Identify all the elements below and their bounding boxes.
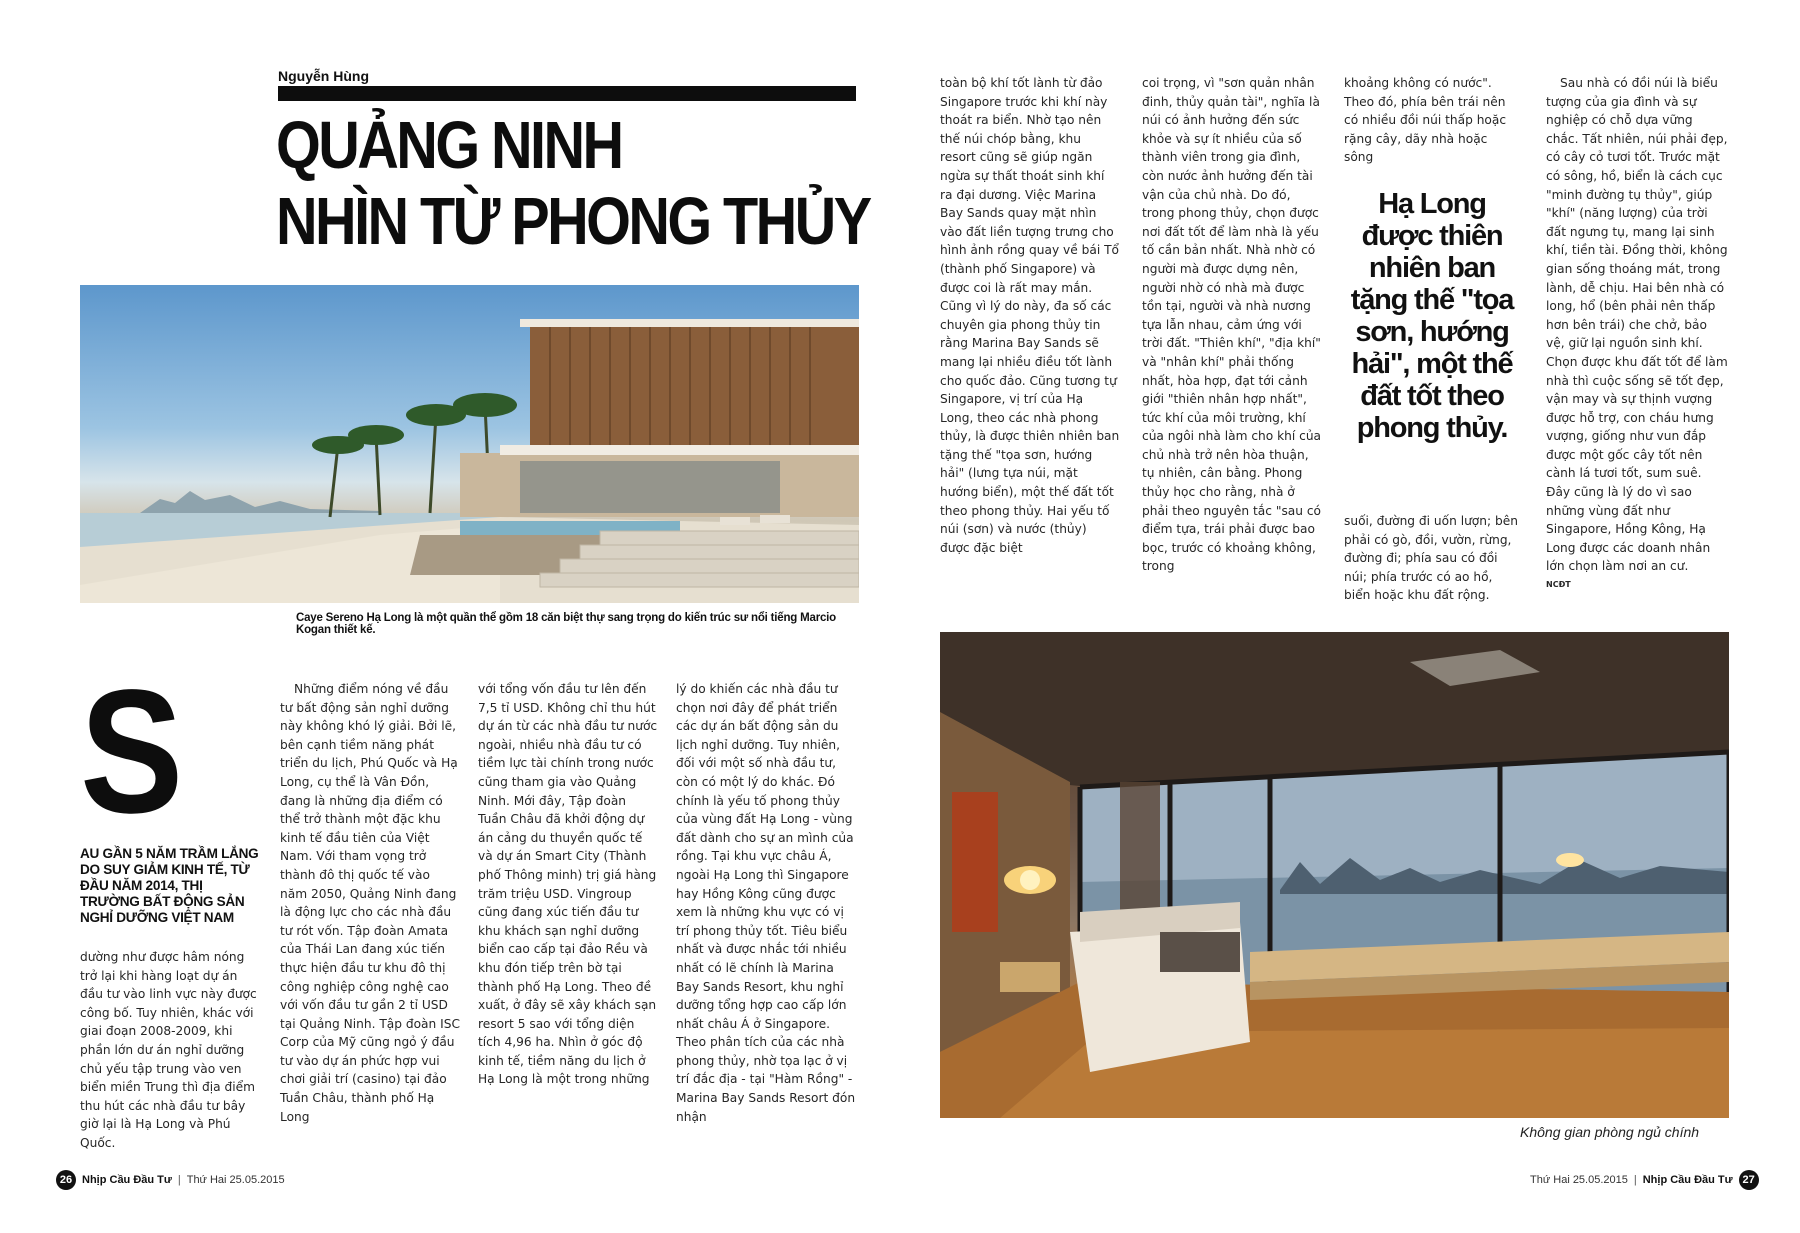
- lead-paragraph-text: dường như được hâm nóng trở lại khi hàng loạt dự án đầu tư vào linh vực này được công bố. Tuy nhiên, khác với giai đoạn 2008-2009, khi phần lớn dư án nghỉ dưỡng chủ yếu tập trung vào ven biển miền Trung thì địa điểm thu hút các nhà đầu tư bây giờ lại là Hạ Long và Phú Quốc.: [80, 950, 257, 1150]
- villa-beach-photo: [80, 285, 859, 603]
- body-column-6: [1142, 74, 1322, 576]
- body-column-7-top: [1344, 74, 1520, 167]
- body-column-2: [280, 680, 460, 1126]
- body-column-5: [940, 74, 1120, 557]
- bedroom-illustration: [940, 632, 1729, 1118]
- title-rule: [278, 86, 856, 101]
- body-column-2-text: Những điểm nóng về đầu tư bất động sản nghỉ dưỡng này không khó lý giải. Bởi lẽ, bên cạnh tiềm năng phát triển du lịch, Phú Quốc và Hạ Long, cụ thể là Vân Đồn, đang là những địa điểm có thể trở thành một đặc khu kinh tế đầu tiên của Việt Nam. Với tham vọng trở thành đô thị quốc tế vào năm 2050, Quảng Ninh đang là động lực cho các nhà đầu tư rót vốn. Tập đoàn Amata của Thái Lan đang xúc tiến thực hiện đầu tư khu đô thị công nghiệp công nghệ cao với vốn đầu tư gần 2 tỉ USD tại Quảng Ninh. Tập đoàn ISC Corp của Mỹ cũng ngỏ ý đầu tư vào dự án phức hợp vui chơi giải trí (casino) tại đảo Tuần Châu, thành phố Hạ Long: [280, 682, 460, 1124]
- pull-quote: Hạ Long được thiên nhiên ban tặng thế "tọa sơn, hướng hải", một thế đất tốt theo phong thủy.: [1350, 188, 1514, 444]
- body-column-3: [478, 680, 658, 1089]
- body-column-7-bottom: [1344, 512, 1520, 605]
- footer-divider-left: |: [177, 1174, 181, 1186]
- body-column-8: [1546, 74, 1728, 598]
- magazine-name-right: Nhịp Cầu Đầu Tư: [1642, 1174, 1733, 1186]
- body-column-8-text: Sau nhà có đồi núi là biểu tượng của gia đình và sự nghiệp có chỗ dựa vững chắc. Tất nhiên, núi phải đẹp, có cây cỏ tươi tốt. Trước mặt có sông, hồ, biển là cách cục "minh đường tụ thủy", giúp "khí" (năng lượng) của trời đất ngưng tụ, mang lại sinh khí, tiền tài. Đồng thời, không gian sống thoáng mát, trong lành, dễ chịu. Hai bên nhà có long, hổ (bên phải nên thấp hơn bên trái) che chở, bảo vệ, giữ lại nguồn sinh khí. Chọn được khu đất tốt để làm nhà thì cuộc sống sẽ tốt đẹp, vận may và sự thịnh vượng được hỗ trợ, con cháu hưng vượng, giống như vun đắp được một gốc cây tốt nên cành lá tươi tốt, sum suê. Đây cũng là lý do vì sao những vùng đất như Singapore, Hồng Kông, Hạ Long được các doanh nhân lớn chọn làm nơi an cư.: [1546, 76, 1728, 574]
- body-column-3-text: với tổng vốn đầu tư lên đến 7,5 tỉ USD. Không chỉ thu hút dự án từ các nhà đầu tư nước ngoài, nhiều nhà đầu tư có tiềm lực tài chính trong nước cũng tham gia vào Quảng Ninh. Mới đây, Tập đoàn Tuần Châu đã khởi động dự án cảng du thuyền quốc tế và dự án Smart City (Thành phố Thông minh) trị giá hàng trăm triệu USD. Vingroup cũng đang xúc tiến đầu tư khu khách sạn nghỉ dưỡng biển cao cấp tại đảo Rều và khu đón tiếp trên bờ tại thành phố Hạ Long. Theo đề xuất, ở đây sẽ xây khách sạn resort 5 sao với tổng diện tích 4,96 ha. Nhìn ở góc độ kinh tế, tiềm năng du lịch ở Hạ Long là một trong những: [478, 682, 658, 1087]
- page-number-left: 26: [56, 1170, 76, 1190]
- title-line-2: NHÌN TỪ PHONG THỦY: [276, 184, 870, 259]
- lead-caps: AU GẦN 5 NĂM TRẦM LẮNG DO SUY GIẢM KINH TẾ, TỪ ĐẦU NĂM 2014, THỊ TRƯỜNG BẤT ĐỘNG SẢN NGHỈ DƯỠNG VIỆT NAM: [80, 846, 259, 925]
- photo-caption-bedroom: Không gian phòng ngủ chính: [1520, 1124, 1700, 1140]
- body-column-5-text: toàn bộ khí tốt lành từ đảo Singapore trước khi khí này thoát ra biển. Nhờ tạo nên thế núi chóp bằng, khu resort cũng sẽ giúp ngăn ngừa sự thất thoát sinh khí ra đại dương. Việc Marina Bay Sands quay mặt nhìn vào đất liền tượng trưng cho hình ảnh rồng quay về bái Tổ (thành phố Singapore) và được coi là rất may mắn. Cũng vì lý do này, đa số các chuyên gia phong thủy tin rằng Marina Bay Sands sẽ mang lại nhiều điều tốt lành cho quốc đảo. Cũng tương tự Singapore, vị trí của Hạ Long, theo các nhà phong thủy, là được thiên nhiên ban tặng thế "tọa sơn, hướng hải" (lưng tựa núi, mặt hướng biển), một thế đất tốt theo phong thủy. Hai yếu tố núi (sơn) và nước (thủy) được đặc biệt: [940, 76, 1120, 555]
- body-column-6-text: coi trọng, vì "sơn quản nhân đinh, thủy quản tài", nghĩa là núi có ảnh hưởng đến sức khỏe và sự ít nhiều của số thành viên trong gia đình, còn nước ảnh hưởng đến tài vận của chủ nhà. Do đó, trong phong thủy, chọn được nơi đất tốt để làm nhà là yếu tố cần bản nhất. Nhà nhờ có người mà được dựng nên, người nhờ có nhà mà được tồn tại, người và nhà nương tựa lẫn nhau, cảm ứng với trời đất. "Thiên khí", "địa khí" và "nhân khí" phải thống nhất, hòa hợp, đạt tới cảnh giới "thiên nhân hợp nhất", tức khí của môi trường, khí của ngôi nhà làm cho khí của chủ nhà trở nên hòa thuận, tụ nhiên, cân bằng. Phong thủy học cho rằng, nhà ở phải theo nguyên tắc "sau có điểm tựa, trái phải được bao bọc, trước có khoảng không, trong: [1142, 76, 1322, 574]
- footer-left: [56, 1170, 285, 1190]
- body-column-4-text: lý do khiến các nhà đầu tư chọn nơi đây để phát triển các dự án bất động sản du lịch nghỉ dưỡng. Tuy nhiên, đối với một số nhà đầu tư, còn có một lý do khác. Đó chính là yếu tố phong thủy của vùng đất Hạ Long - vùng đất dành cho sự an mình của rồng. Tại khu vực châu Á, ngoài Hạ Long thì Singapore hay Hồng Kông cũng được xem là những khu vực có vị trí phong thủy tốt. Tiêu biểu nhất và được nhắc tới nhiều nhất có lẽ chính là Marina Bay Sands Resort, khu nghỉ dưỡng tổng hợp cao cấp lớn nhất châu Á ở Singapore. Theo phân tích của các nhà phong thủy, nhờ tọa lạc ở vị trí đắc địa - tại "Hàm Rồng" - Marina Bay Sands Resort đón nhận: [676, 682, 856, 1124]
- footer-divider-right: |: [1633, 1174, 1637, 1186]
- author-byline: Nguyễn Hùng: [278, 68, 369, 84]
- article-title: [276, 108, 870, 260]
- magazine-name-left: Nhịp Cầu Đầu Tư: [82, 1174, 172, 1186]
- body-column-7-bottom-text: suối, đường đi uốn lượn; bên phải có gò, đồi, vườn, rừng, đường đi; phía sau có đồi núi; phía trước có ao hồ, biển hoặc khu đất rộng.: [1344, 514, 1518, 603]
- photo-caption-villa: Caye Sereno Hạ Long là một quần thể gồm 18 căn biệt thự sang trọng do kiến trúc sư nổi tiếng Marcio Kogan thiết kế.: [296, 612, 836, 636]
- lead-paragraph: [80, 948, 260, 1153]
- villa-beach-illustration: [80, 285, 859, 603]
- issue-date-right: Thứ Hai 25.05.2015: [1530, 1174, 1628, 1186]
- title-line-1: QUẢNG NINH: [276, 108, 622, 183]
- bedroom-photo: [940, 632, 1729, 1118]
- end-mark: NCĐT: [1546, 580, 1571, 590]
- issue-date-left: Thứ Hai 25.05.2015: [186, 1174, 285, 1186]
- body-column-7-top-text: khoảng không có nước". Theo đó, phía bên trái nên có nhiều đồi núi thấp hoặc rặng cây, dãy nhà hoặc sông: [1344, 76, 1507, 165]
- footer-right: [1530, 1170, 1759, 1190]
- body-column-4: [676, 680, 856, 1126]
- drop-cap: S: [80, 654, 184, 850]
- page-number-right: 27: [1739, 1170, 1759, 1190]
